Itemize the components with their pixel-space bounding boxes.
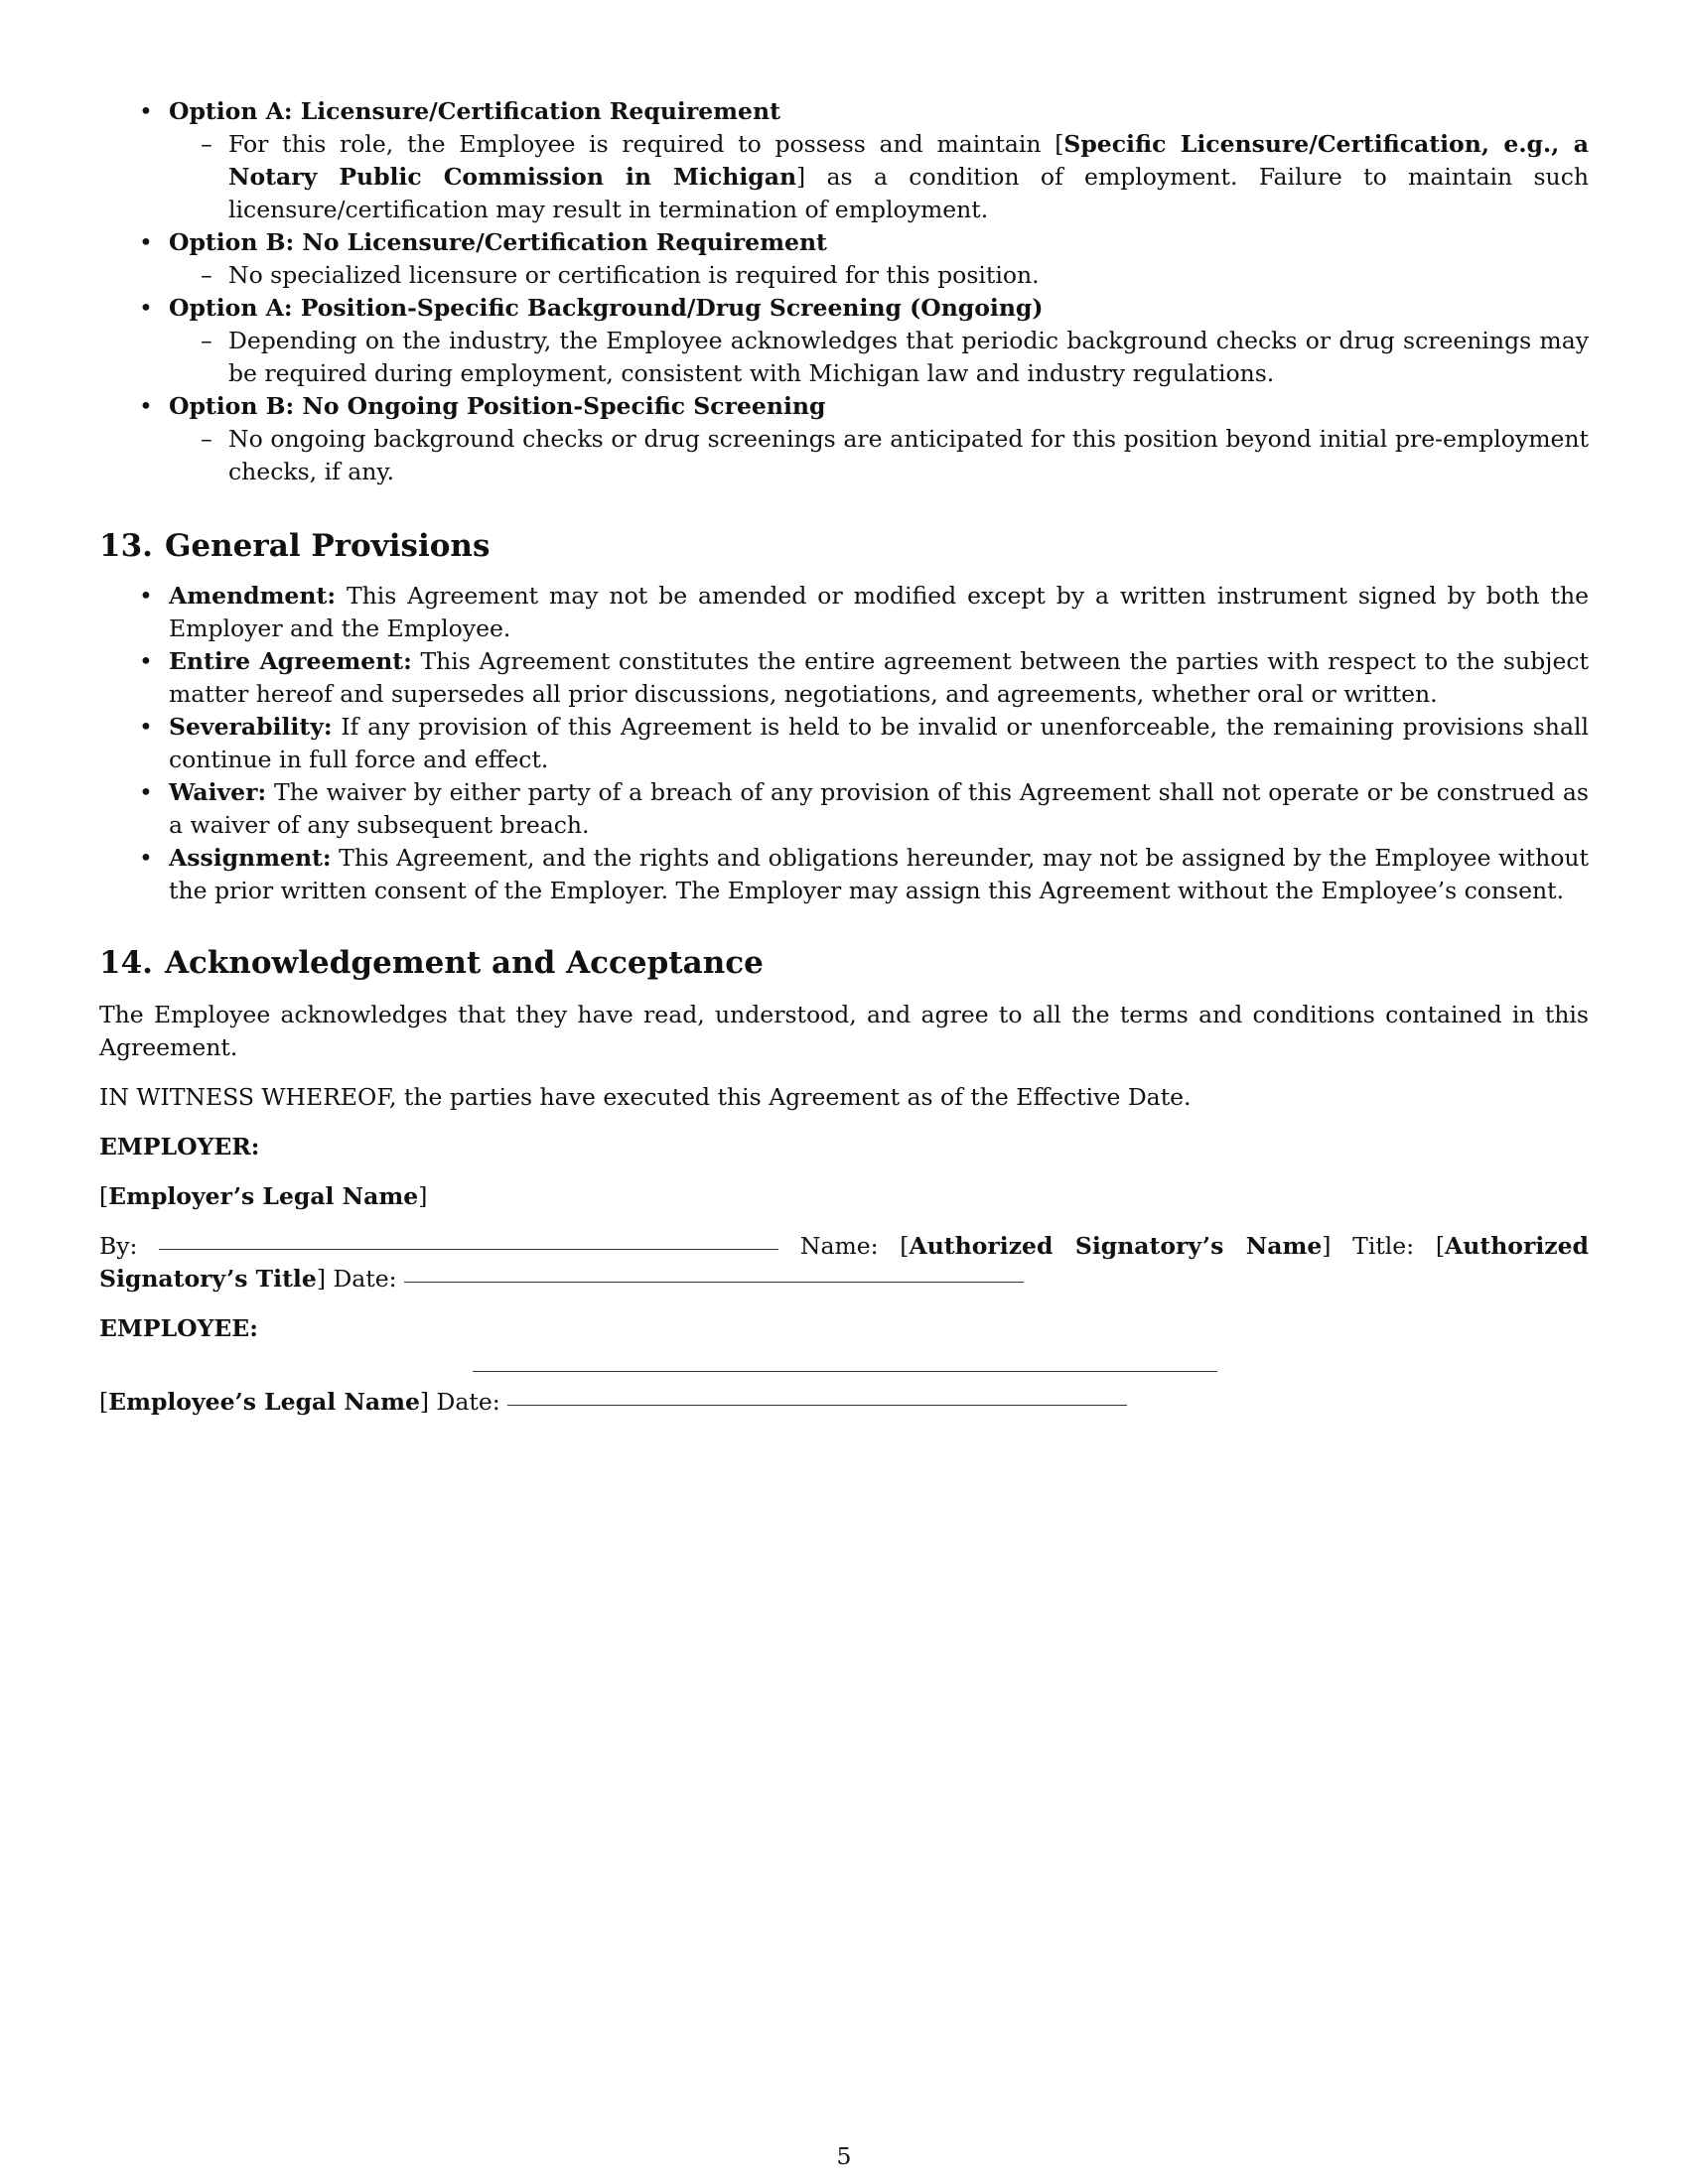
page-number: 5	[836, 2142, 852, 2170]
option-item	[99, 390, 1589, 488]
options-list	[99, 95, 1589, 488]
section-14-heading: 14. Acknowledgement and Acceptance	[99, 945, 764, 981]
option-detail: – No ongoing background checks or drug screenings are anticipated for this position beyond initial pre-employment checks, if any.	[169, 423, 1589, 488]
employee-name-date: [Employee’s Legal Name] Date:	[99, 1386, 1589, 1419]
provision-item: • Assignment: This Agreement, and the rights and obligations hereunder, may not be assigned by the Employee without the prior written consent of the Employer. The Employer may assign this Agreement without the Employee’s consent.	[99, 842, 1589, 907]
section-13-heading: 13. General Provisions	[99, 528, 491, 564]
general-provisions-list	[99, 580, 1589, 907]
option-detail: – No specialized licensure or certification is required for this position.	[169, 259, 1589, 292]
option-item	[99, 226, 1589, 292]
option-title: Option B: No Ongoing Position-Specific Screening	[169, 392, 826, 420]
employer-name: [Employer’s Legal Name]	[99, 1182, 428, 1210]
option-item	[99, 292, 1589, 390]
option-title: Option B: No Licensure/Certification Requirement	[169, 228, 827, 256]
employer-signature-line[interactable]	[159, 1248, 778, 1250]
provision-item: • Waiver: The waiver by either party of a breach of any provision of this Agreement shall not operate or be construed as a waiver of any subsequent breach.	[99, 776, 1589, 842]
provision-item: • Entire Agreement: This Agreement constitutes the entire agreement between the parties with respect to the subject matter hereof and supersedes all prior discussions, negotiations, and agreements, whether oral or written.	[99, 645, 1589, 711]
employer-date-line[interactable]	[404, 1281, 1024, 1283]
document-page	[99, 95, 1589, 1419]
option-title: Option A: Licensure/Certification Requirement	[169, 97, 780, 125]
option-detail: – Depending on the industry, the Employee acknowledges that periodic background checks or drug screenings may be required during employment, consistent with Michigan law and industry regulations.	[169, 325, 1589, 390]
provision-item: • Amendment: This Agreement may not be amended or modified except by a written instrument signed by both the Employer and the Employee.	[99, 580, 1589, 645]
option-detail: – For this role, the Employee is required to possess and maintain [Specific Licensure/Certification, e.g., a Notary Public Commission in Michigan] as a condition of employment. Failure to maintain such licensure/certification may result in termination of employment.	[169, 128, 1589, 226]
witness-paragraph: IN WITNESS WHEREOF, the parties have executed this Agreement as of the Effective Date.	[99, 1083, 1192, 1111]
provision-item: • Severability: If any provision of this Agreement is held to be invalid or unenforceable, the remaining provisions shall continue in full force and effect.	[99, 711, 1589, 776]
acknowledgement-paragraph: The Employee acknowledges that they have read, understood, and agree to all the terms and conditions contained in this Agreement.	[99, 1001, 1589, 1061]
option-title: Option A: Position-Specific Background/Drug Screening (Ongoing)	[169, 294, 1044, 322]
employee-date-line[interactable]	[507, 1404, 1127, 1406]
employer-signature-block: By: Name: [Authorized Signatory’s Name] Title: [Authorized Signatory’s Title] Date:	[99, 1232, 1589, 1293]
option-item	[99, 95, 1589, 226]
employee-signature-line[interactable]	[473, 1363, 1217, 1372]
employee-heading: EMPLOYEE:	[99, 1314, 258, 1342]
employer-heading: EMPLOYER:	[99, 1133, 260, 1160]
